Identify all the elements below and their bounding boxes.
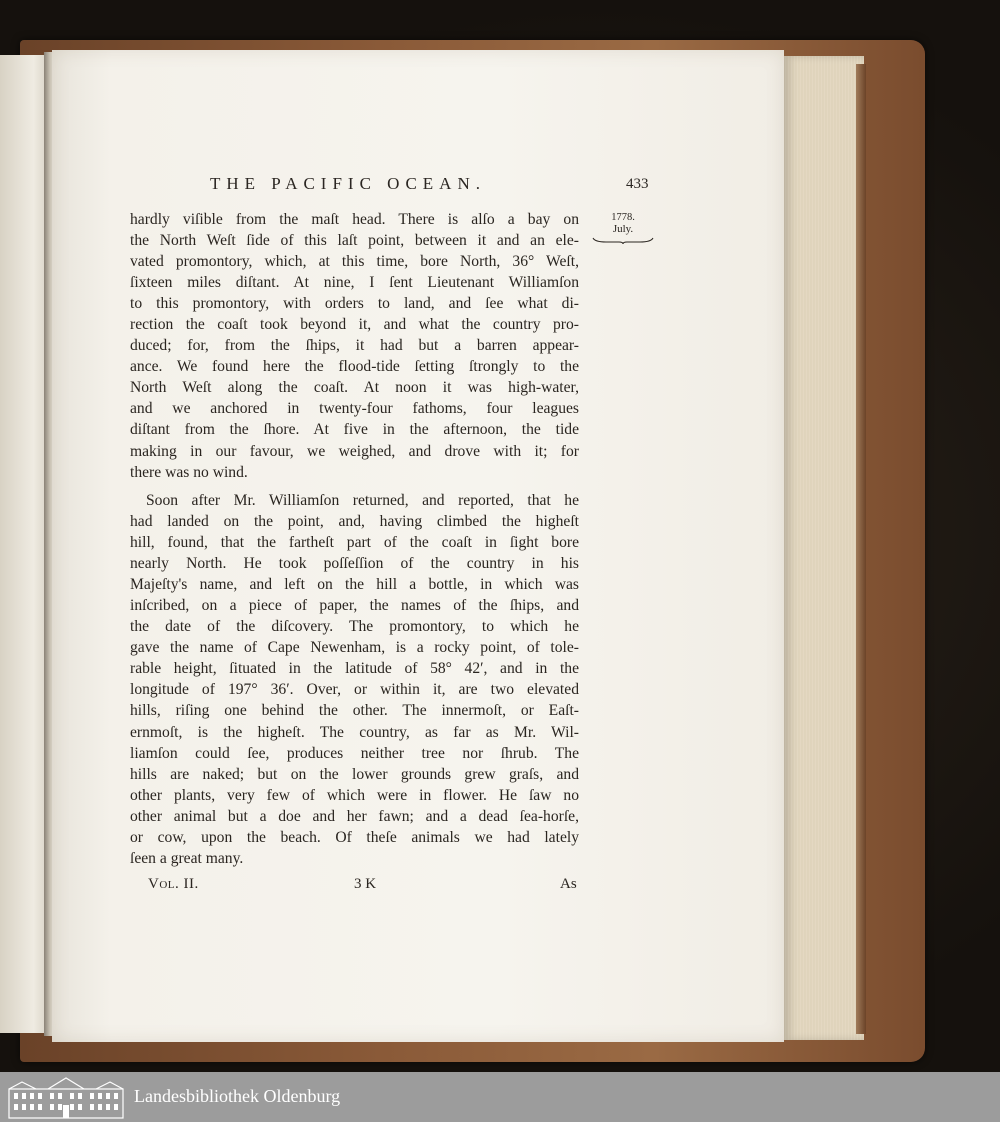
- text-line: there was no wind.: [130, 463, 248, 481]
- text-line: longitude of 197° 36′. Over, or within it, are two elevated: [130, 681, 579, 699]
- text-line: hardly viſible from the maſt head. There is alſo a bay on: [130, 211, 579, 228]
- text-line: the date of the diſcovery. The promontory, to which he: [130, 618, 579, 636]
- margin-note-month: July.: [612, 223, 634, 235]
- paragraph-2: [130, 490, 579, 869]
- text-line: diſtant from the ſhore. At five in the afternoon, the tide: [130, 421, 579, 439]
- text-line: making in our favour, we weighed, and drove with it; for: [130, 442, 579, 460]
- running-head: THE PACIFIC OCEAN.: [210, 174, 486, 193]
- text-line: inſcribed, on a piece of paper, the names of the ſhips, and: [130, 597, 579, 615]
- text-line: North Weſt along the coaſt. At noon it was high-water,: [130, 379, 579, 397]
- text-line: the North Weſt ſide of this laſt point, between it and an ele-: [130, 232, 579, 250]
- text-line: or cow, upon the beach. Of theſe animals we had lately: [130, 828, 579, 846]
- text-line: duced; for, from the ſhips, it had but a barren appear-: [130, 337, 579, 355]
- text-line: ſeen a great many.: [130, 849, 244, 867]
- margin-note-year: 1778.: [611, 212, 635, 223]
- text-line: hills, riſing one behind the other. The innermoſt, or Eaſt-: [130, 702, 579, 720]
- text-line: other animal but a doe and her fawn; and a dead ſea-horſe,: [130, 807, 579, 825]
- text-line: hills are naked; but on the lower grounds grew graſs, and: [130, 765, 579, 783]
- margin-note: [592, 212, 654, 244]
- text-line: rection the coaſt took beyond it, and what the country pro-: [130, 316, 579, 334]
- text-line: Majeſty's name, and left on the hill a bottle, in which was: [130, 576, 579, 594]
- text-line: other plants, very few of which were in flower. He ſaw no: [130, 786, 579, 804]
- text-line: to this promontory, with orders to land, and ſee what di-: [130, 295, 579, 313]
- text-line: ſixteen miles diſtant. At nine, I ſent Lieutenant Williamſon: [130, 274, 579, 292]
- text-line: gave the name of Cape Newenham, is a rocky point, of tole-: [130, 639, 579, 657]
- catchword: As: [560, 876, 577, 892]
- paragraph-1: [130, 209, 579, 483]
- volume-signature: Vol. II.: [148, 876, 199, 892]
- text-line: Soon after Mr. Williamſon returned, and reported, that he: [146, 492, 579, 509]
- library-name: Landesbibliothek Oldenburg: [134, 1086, 341, 1106]
- cover-edge: [856, 64, 866, 1034]
- text-line: hill, found, that the fartheſt part of the coaſt in ſight bore: [130, 534, 579, 552]
- page-edges: [784, 56, 864, 1040]
- library-building-icon: [8, 1075, 124, 1119]
- text-line: vated promontory, which, at this time, bore North, 36° Weſt,: [130, 253, 579, 271]
- text-line: liamſon could ſee, produces neither tree nor ſhrub. The: [130, 744, 579, 762]
- signature-mark: 3 K: [354, 876, 377, 892]
- library-footer: [0, 1072, 1000, 1122]
- text-line: had landed on the point, and, having climbed the higheſt: [130, 513, 579, 531]
- brace-icon: [592, 236, 654, 244]
- left-page-edge: [0, 55, 48, 1033]
- page-number: 433: [626, 176, 649, 192]
- text-line: ance. We found here the flood-tide ſetting ſtrongly to the: [130, 358, 579, 376]
- text-line: rable height, ſituated in the latitude of 58° 42′, and in the: [130, 660, 579, 678]
- text-line: nearly North. He took poſſeſſion of the country in his: [130, 555, 579, 573]
- text-line: and we anchored in twenty-four fathoms, four leagues: [130, 400, 579, 418]
- text-line: ernmoſt, is the higheſt. The country, as far as Mr. Wil-: [130, 723, 579, 741]
